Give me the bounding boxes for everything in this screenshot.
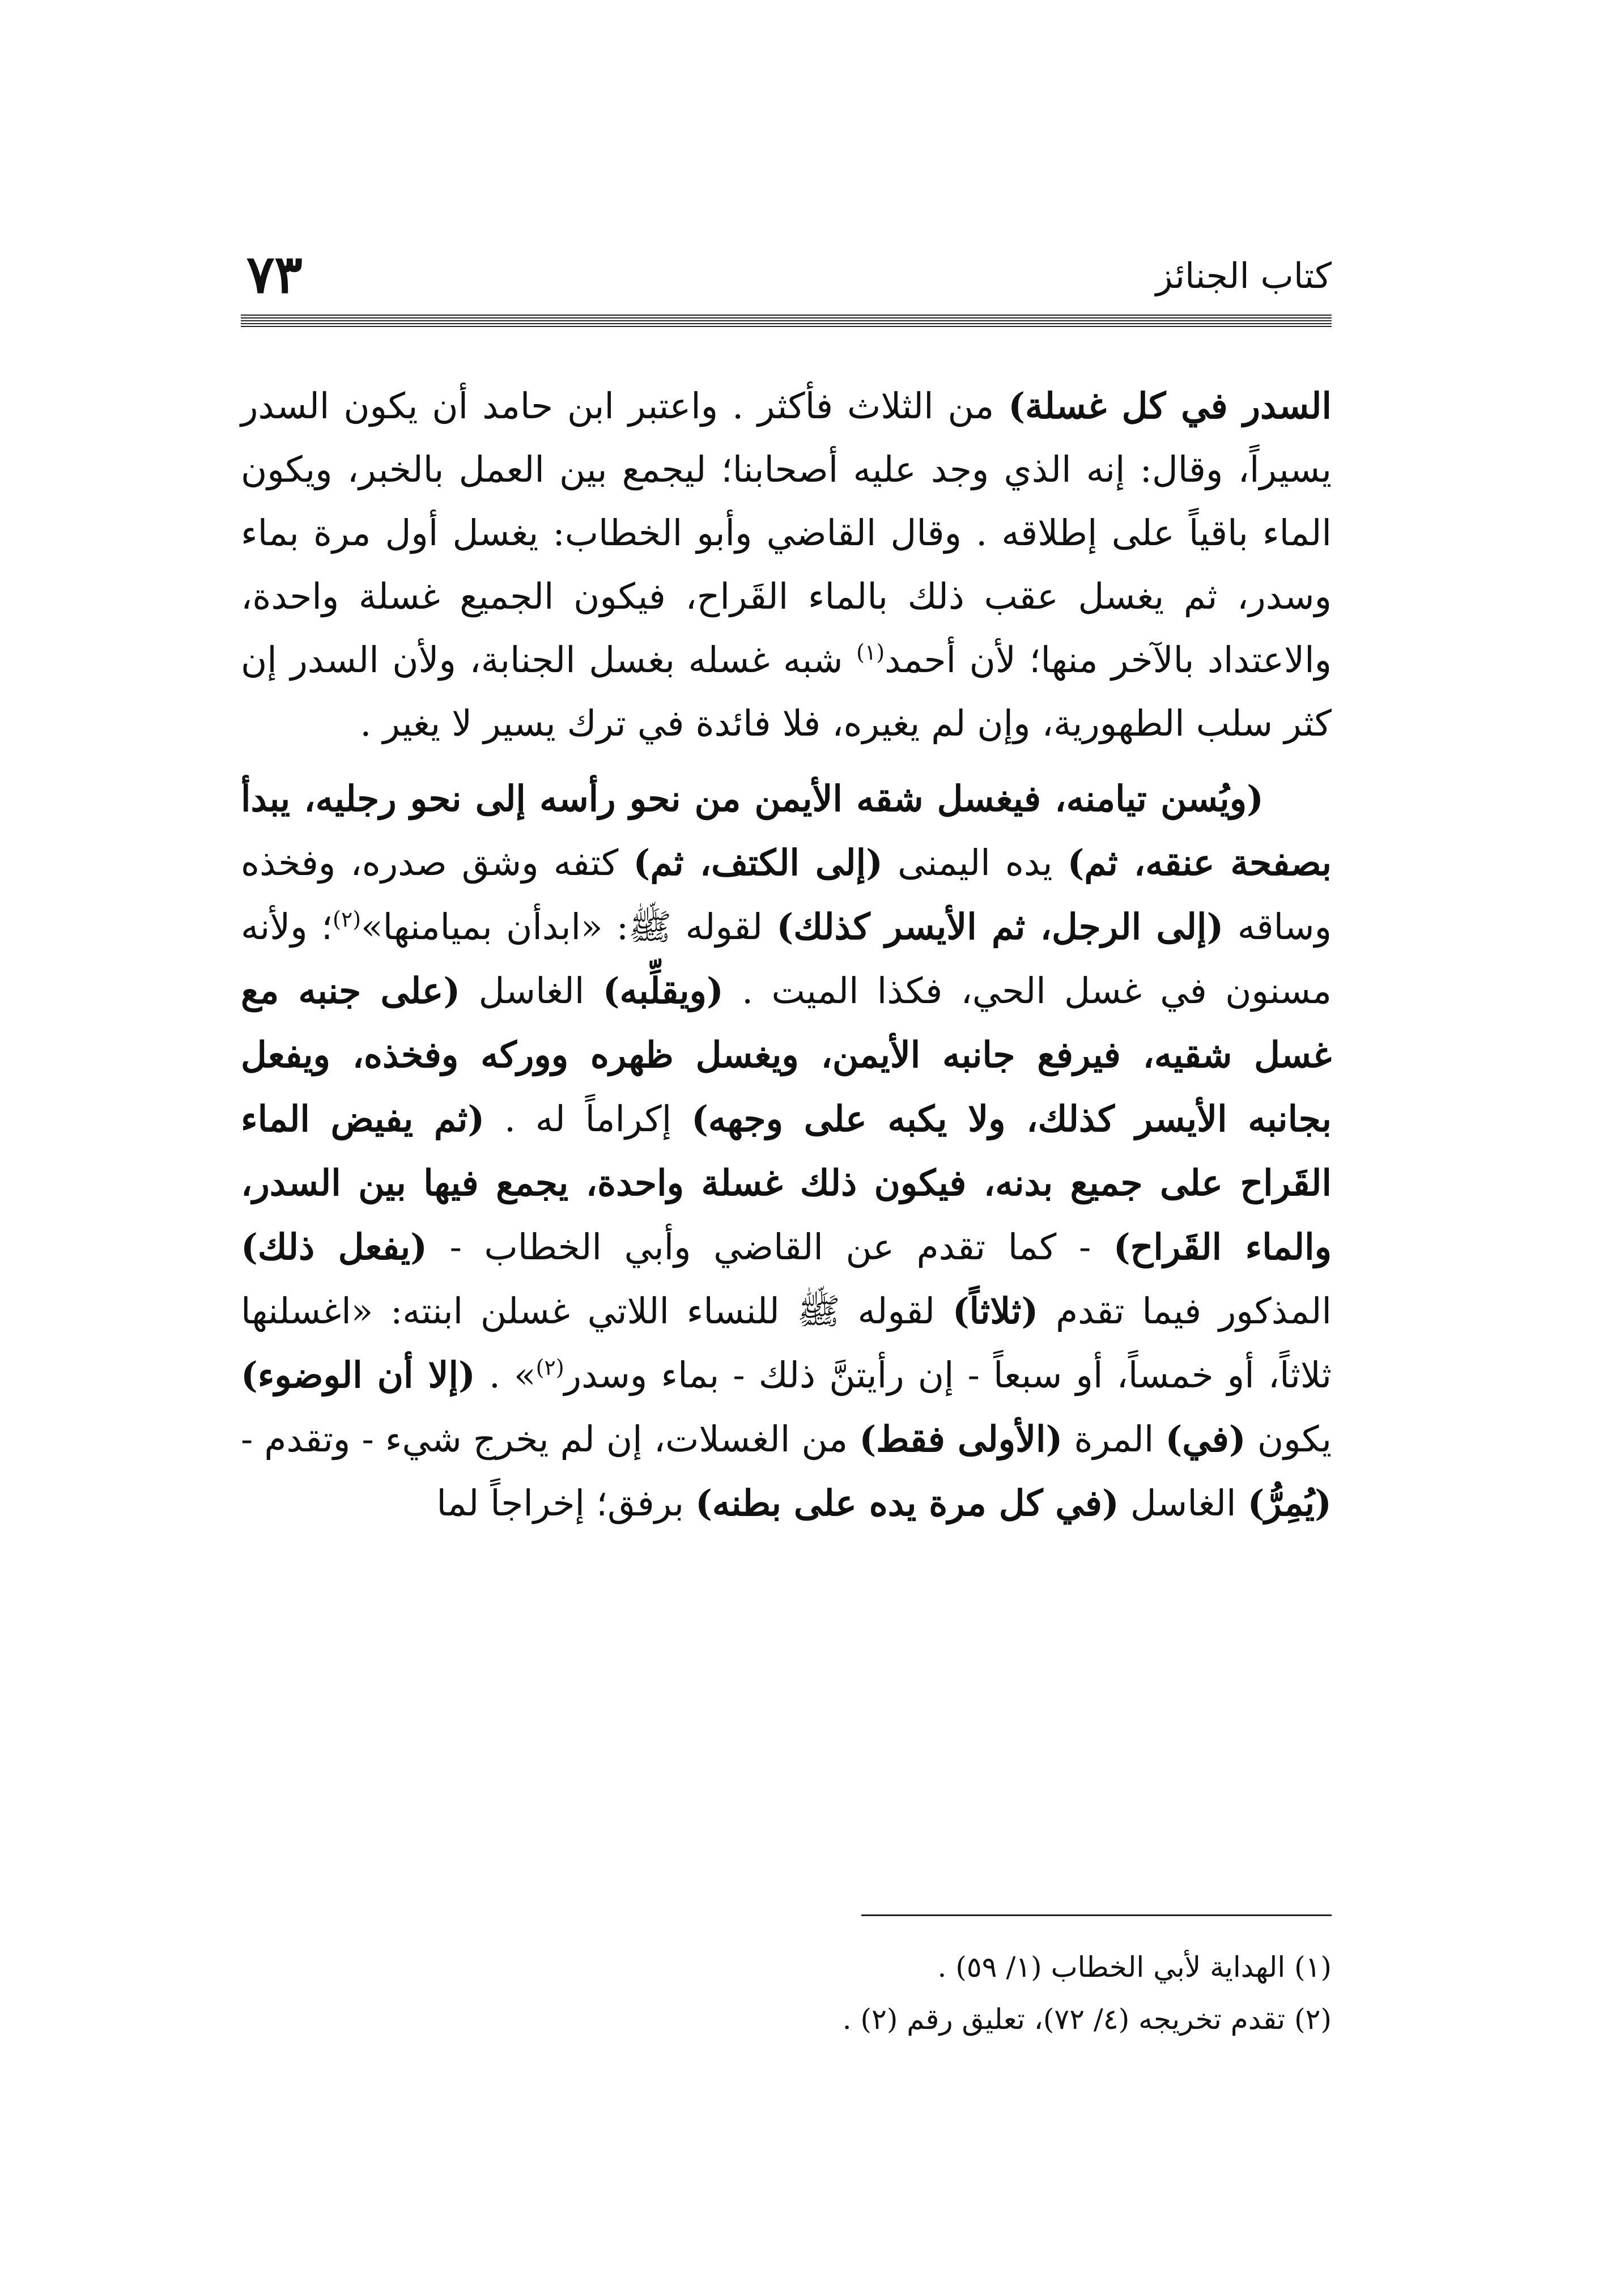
commentary-text: - كما تقدم عن القاضي وأبي الخطاب - — [427, 1226, 1113, 1268]
header-rule — [241, 315, 1332, 327]
matn-text: (إلى الكتف، ثم) — [633, 842, 883, 884]
matn-text: (ويُسن تيامنه، فيغسل شقه الأيمن من نحو رأسه إلى نحو رجليه، يبدأ بصفحة عنقه، ثم) — [241, 778, 1332, 884]
commentary-text: لقوله ﷺ: «ابدأن بميامنها» — [361, 906, 777, 948]
matn-text: (إلا أن الوضوء) — [241, 1354, 475, 1396]
commentary-text: كتفه وشق صدره، وفخذه وساقه — [241, 842, 1332, 948]
commentary-text: من الثلاث فأكثر . واعتبر ابن حامد أن يكون السدر يسيراً، وقال: إنه الذي وجد عليه أصحابنا؛ ليجمع بين العمل بالخبر، ويكون الماء باقياً على إطلاقه . وقال القاضي وأبو الخطاب: يغسل أول مرة بماء وسدر، ثم يغسل عقب ذلك بالماء القَراح، فيكون الجميع غسلة واحدة، والاعتداد بالآخر منها؛ لأن أحمد — [241, 385, 1332, 681]
matn-text: (في) — [1165, 1418, 1246, 1460]
footnote-ref: (١) — [856, 640, 885, 665]
running-title: كتاب الجنائز — [1155, 255, 1332, 296]
commentary-text: الغاسل — [1119, 1483, 1248, 1524]
matn-text: (الأولى فقط) — [859, 1418, 1063, 1460]
footnote-rule — [861, 1914, 1332, 1916]
page-number: ٧٣ — [246, 244, 303, 305]
matn-text: (يفعل ذلك) — [241, 1226, 427, 1268]
commentary-text: ؛ ولأنه مسنون في غسل الحي، فكذا الميت . — [241, 906, 1332, 1012]
footnote-2: (٢) تقدم تخريجه (٤/ ٧٢)، تعليق رقم (٢) . — [842, 2003, 1332, 2036]
matn-text: (يُمِرُّ) — [1247, 1482, 1332, 1524]
footnote-ref: (٢) — [333, 907, 362, 932]
commentary-text: إكراماً له . — [484, 1098, 692, 1140]
commentary-text: يده اليمنى — [882, 842, 1068, 884]
paragraph-1 — [241, 374, 1332, 755]
matn-text: (في كل مرة يده على بطنه) — [695, 1482, 1119, 1524]
commentary-text: الغاسل — [460, 970, 603, 1012]
page-header — [241, 244, 1332, 312]
commentary-text: لقوله ﷺ للنساء اللاتي غسلن ابنته: «اغسلنها ثلاثاً، أو خمساً، أو سبعاً - إن رأيتنَّ ذلك - بماء وسدر — [241, 1290, 1332, 1396]
matn-text: (على جنبه مع غسل شقيه، فيرفع جانبه الأيمن، ويغسل ظهره ووركه وفخذه، ويفعل بجانبه الأيسر كذلك، ولا يكبه على وجهه) — [241, 970, 1332, 1140]
main-text — [241, 374, 1332, 1535]
matn-text: السدر في كل غسلة) — [1008, 385, 1332, 427]
commentary-text: المرة — [1062, 1419, 1166, 1460]
footnote-ref: (٢) — [535, 1355, 564, 1380]
commentary-text: شبه غسله بغسل الجنابة، ولأن السدر إن كثر سلب الطهورية، وإن لم يغيره، فلا فائدة في ترك يسير لا يغير . — [241, 639, 1332, 744]
commentary-text: يكون — [1245, 1419, 1332, 1460]
matn-text: (ثم يفيض الماء القَراح على جميع بدنه، فيكون ذلك غسلة واحدة، يجمع فيها بين السدر، والماء القَراح) — [241, 1098, 1332, 1268]
commentary-text: » . — [475, 1354, 536, 1396]
matn-text: (إلى الرجل، ثم الأيسر كذلك) — [776, 906, 1224, 948]
paragraph-2 — [241, 767, 1332, 1535]
matn-text: (ويقلِّبه) — [602, 970, 724, 1012]
footnote-1: (١) الهداية لأبي الخطاب (١/ ٥٩) . — [937, 1951, 1332, 1984]
commentary-text: المذكور فيما تقدم — [1038, 1290, 1332, 1332]
footnotes — [241, 1941, 1332, 2045]
matn-text: (ثلاثاً) — [952, 1290, 1039, 1332]
commentary-text: من الغسلات، إن لم يخرج شيء - وتقدم - — [241, 1419, 860, 1460]
commentary-text: برفق؛ إخراجاً لما — [436, 1483, 696, 1524]
